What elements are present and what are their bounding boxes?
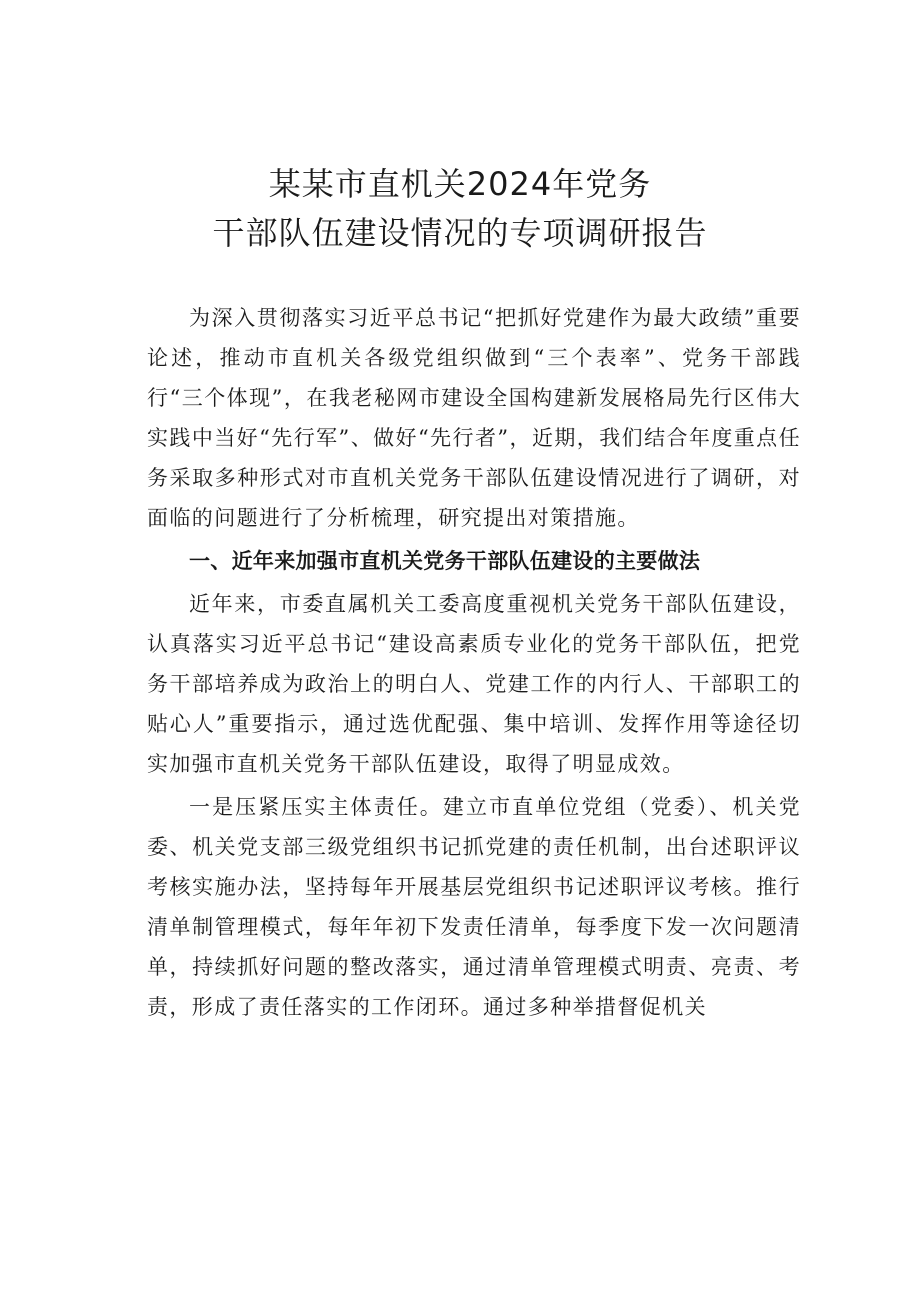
intro-paragraph: 为深入贯彻落实习近平总书记“把抓好党建作为最大政绩”重要论述，推动市直机关各级党组织做到“三个表率”、党务干部践行“三个体现”，在我老秘网市建设全国构建新发展格局先行区伟大实践中当好“先行军”、做好“先行者”，近期，我们结合年度重点任务采取多种形式对市直机关党务干部队伍建设情况进行了调研，对面临的问题进行了分析梳理，研究提出对策措施。	[147, 306, 801, 530]
section-heading-1: 一、近年来加强市直机关党务干部队伍建设的主要做法	[189, 549, 701, 573]
section-1-point-1-paragraph: 一是压紧压实主体责任。建立市直单位党组（党委）、机关党委、机关党支部三级党组织书记抓党建的责任机制，出台述职评议考核实施办法，坚持每年开展基层党组织书记述职评议考核。推行清单制管理模式，每年年初下发责任清单，每季度下发一次问题清单，持续抓好问题的整改落实，通过清单管理模式明责、亮责、考责，形成了责任落实的工作闭环。通过多种举措督促机关	[147, 795, 801, 1019]
section-1-paragraph: 近年来，市委直属机关工委高度重视机关党务干部队伍建设，认真落实习近平总书记“建设高素质专业化的党务干部队伍，把党务干部培养成为政治上的明白人、党建工作的内行人、干部职工的贴心人”重要指示，通过选优配强、集中培训、发挥作用等途径切实加强市直机关党务干部队伍建设，取得了明显成效。	[147, 592, 801, 776]
document-title	[0, 160, 920, 258]
title-line-1: 某某市直机关2024年党务	[268, 165, 652, 203]
title-line-2: 干部队伍建设情况的专项调研报告	[212, 214, 708, 252]
document-body	[147, 298, 801, 1027]
